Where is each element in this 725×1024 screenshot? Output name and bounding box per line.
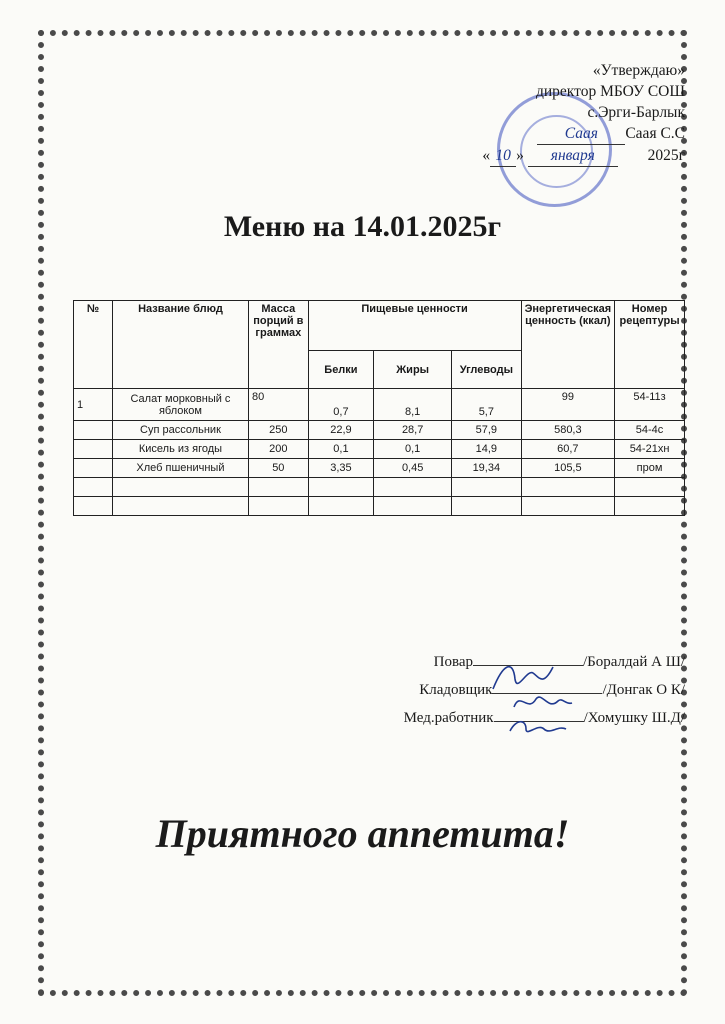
cell-recipe	[615, 497, 685, 516]
cell-fats: 0,1	[374, 440, 452, 459]
signature-name: /Донгак О К/	[602, 682, 685, 698]
approval-year: 2025г	[647, 147, 685, 164]
table-row	[74, 497, 685, 516]
cell-recipe: 54-11з	[615, 389, 685, 421]
cell-mass: 200	[249, 440, 309, 459]
cell-mass	[249, 478, 309, 497]
cell-dish: Кисель из ягоды	[112, 440, 248, 459]
cell-proteins: 22,9	[308, 421, 374, 440]
header-num: №	[74, 301, 113, 389]
signature-scribble-icon	[502, 687, 582, 717]
signature-name: /Боралдай А Ш/	[582, 654, 685, 670]
cell-num: 1	[74, 389, 113, 421]
header-mass: Масса порций в граммах	[249, 301, 309, 389]
menu-table-body	[74, 389, 685, 516]
cell-fats	[374, 497, 452, 516]
cell-num	[74, 478, 113, 497]
signature-row-cook	[325, 648, 685, 676]
approval-block	[425, 60, 685, 167]
approval-month: января	[528, 145, 618, 167]
director-signature: Саая	[564, 125, 598, 142]
cell-carbs: 14,9	[452, 440, 521, 459]
approval-day: 10	[490, 145, 516, 167]
signature-name: /Хомушку Ш.Д/	[583, 710, 685, 726]
director-name: Саая С.С	[625, 125, 685, 142]
cell-mass: 250	[249, 421, 309, 440]
cell-proteins	[308, 497, 374, 516]
cell-fats	[374, 478, 452, 497]
header-recipe: Номер рецептуры	[615, 301, 685, 389]
approval-line-2: директор МБОУ СОШ	[536, 83, 685, 100]
cell-energy: 105,5	[521, 459, 615, 478]
cell-num	[74, 421, 113, 440]
cell-fats: 0,45	[374, 459, 452, 478]
signature-role: Повар	[433, 654, 473, 670]
cell-dish	[112, 478, 248, 497]
menu-table	[73, 300, 685, 516]
cell-proteins: 0,1	[308, 440, 374, 459]
cell-carbs: 57,9	[452, 421, 521, 440]
cell-recipe: пром	[615, 459, 685, 478]
table-row	[74, 440, 685, 459]
signature-role: Мед.работник	[403, 710, 494, 726]
header-energy: Энергетическая ценность (ккал)	[521, 301, 615, 389]
cell-mass	[249, 497, 309, 516]
cell-dish: Салат морковный с яблоком	[112, 389, 248, 421]
cell-dish: Суп рассольник	[112, 421, 248, 440]
cell-carbs	[452, 478, 521, 497]
table-row	[74, 478, 685, 497]
cell-dish: Хлеб пшеничный	[112, 459, 248, 478]
approval-signature-row	[425, 123, 685, 145]
table-row	[74, 389, 685, 421]
table-row	[74, 421, 685, 440]
cell-mass: 50	[249, 459, 309, 478]
cell-recipe: 54-21хн	[615, 440, 685, 459]
cell-recipe	[615, 478, 685, 497]
cell-mass: 80	[249, 389, 309, 421]
cell-fats: 28,7	[374, 421, 452, 440]
cell-energy: 60,7	[521, 440, 615, 459]
cell-num	[74, 459, 113, 478]
cell-carbs	[452, 497, 521, 516]
cell-energy	[521, 497, 615, 516]
cell-proteins	[308, 478, 374, 497]
header-dish: Название блюд	[112, 301, 248, 389]
cell-fats: 8,1	[374, 389, 452, 421]
cell-carbs: 19,34	[452, 459, 521, 478]
cell-energy: 580,3	[521, 421, 615, 440]
cell-proteins: 3,35	[308, 459, 374, 478]
approval-line-3: с.Эрги-Барлык	[587, 104, 685, 121]
cell-dish	[112, 497, 248, 516]
approval-date-row: « 10 » января 2025г	[425, 145, 685, 167]
header-carbs: Углеводы	[452, 351, 521, 389]
cell-proteins: 0,7	[308, 389, 374, 421]
cell-recipe: 54-4с	[615, 421, 685, 440]
signature-scribble-icon	[504, 715, 574, 741]
table-row	[74, 459, 685, 478]
signature-role: Кладовщик	[419, 682, 493, 698]
header-proteins: Белки	[308, 351, 374, 389]
page-title: Меню на 14.01.2025г	[223, 210, 502, 243]
cell-energy: 99	[521, 389, 615, 421]
footer-greeting: Приятного аппетита!	[155, 811, 570, 856]
header-nutrition: Пищевые ценности	[308, 301, 521, 351]
header-fats: Жиры	[374, 351, 452, 389]
cell-carbs: 5,7	[452, 389, 521, 421]
signatures-block	[325, 648, 685, 732]
cell-energy	[521, 478, 615, 497]
cell-num	[74, 440, 113, 459]
approval-line-1: «Утверждаю»	[592, 62, 685, 79]
cell-num	[74, 497, 113, 516]
